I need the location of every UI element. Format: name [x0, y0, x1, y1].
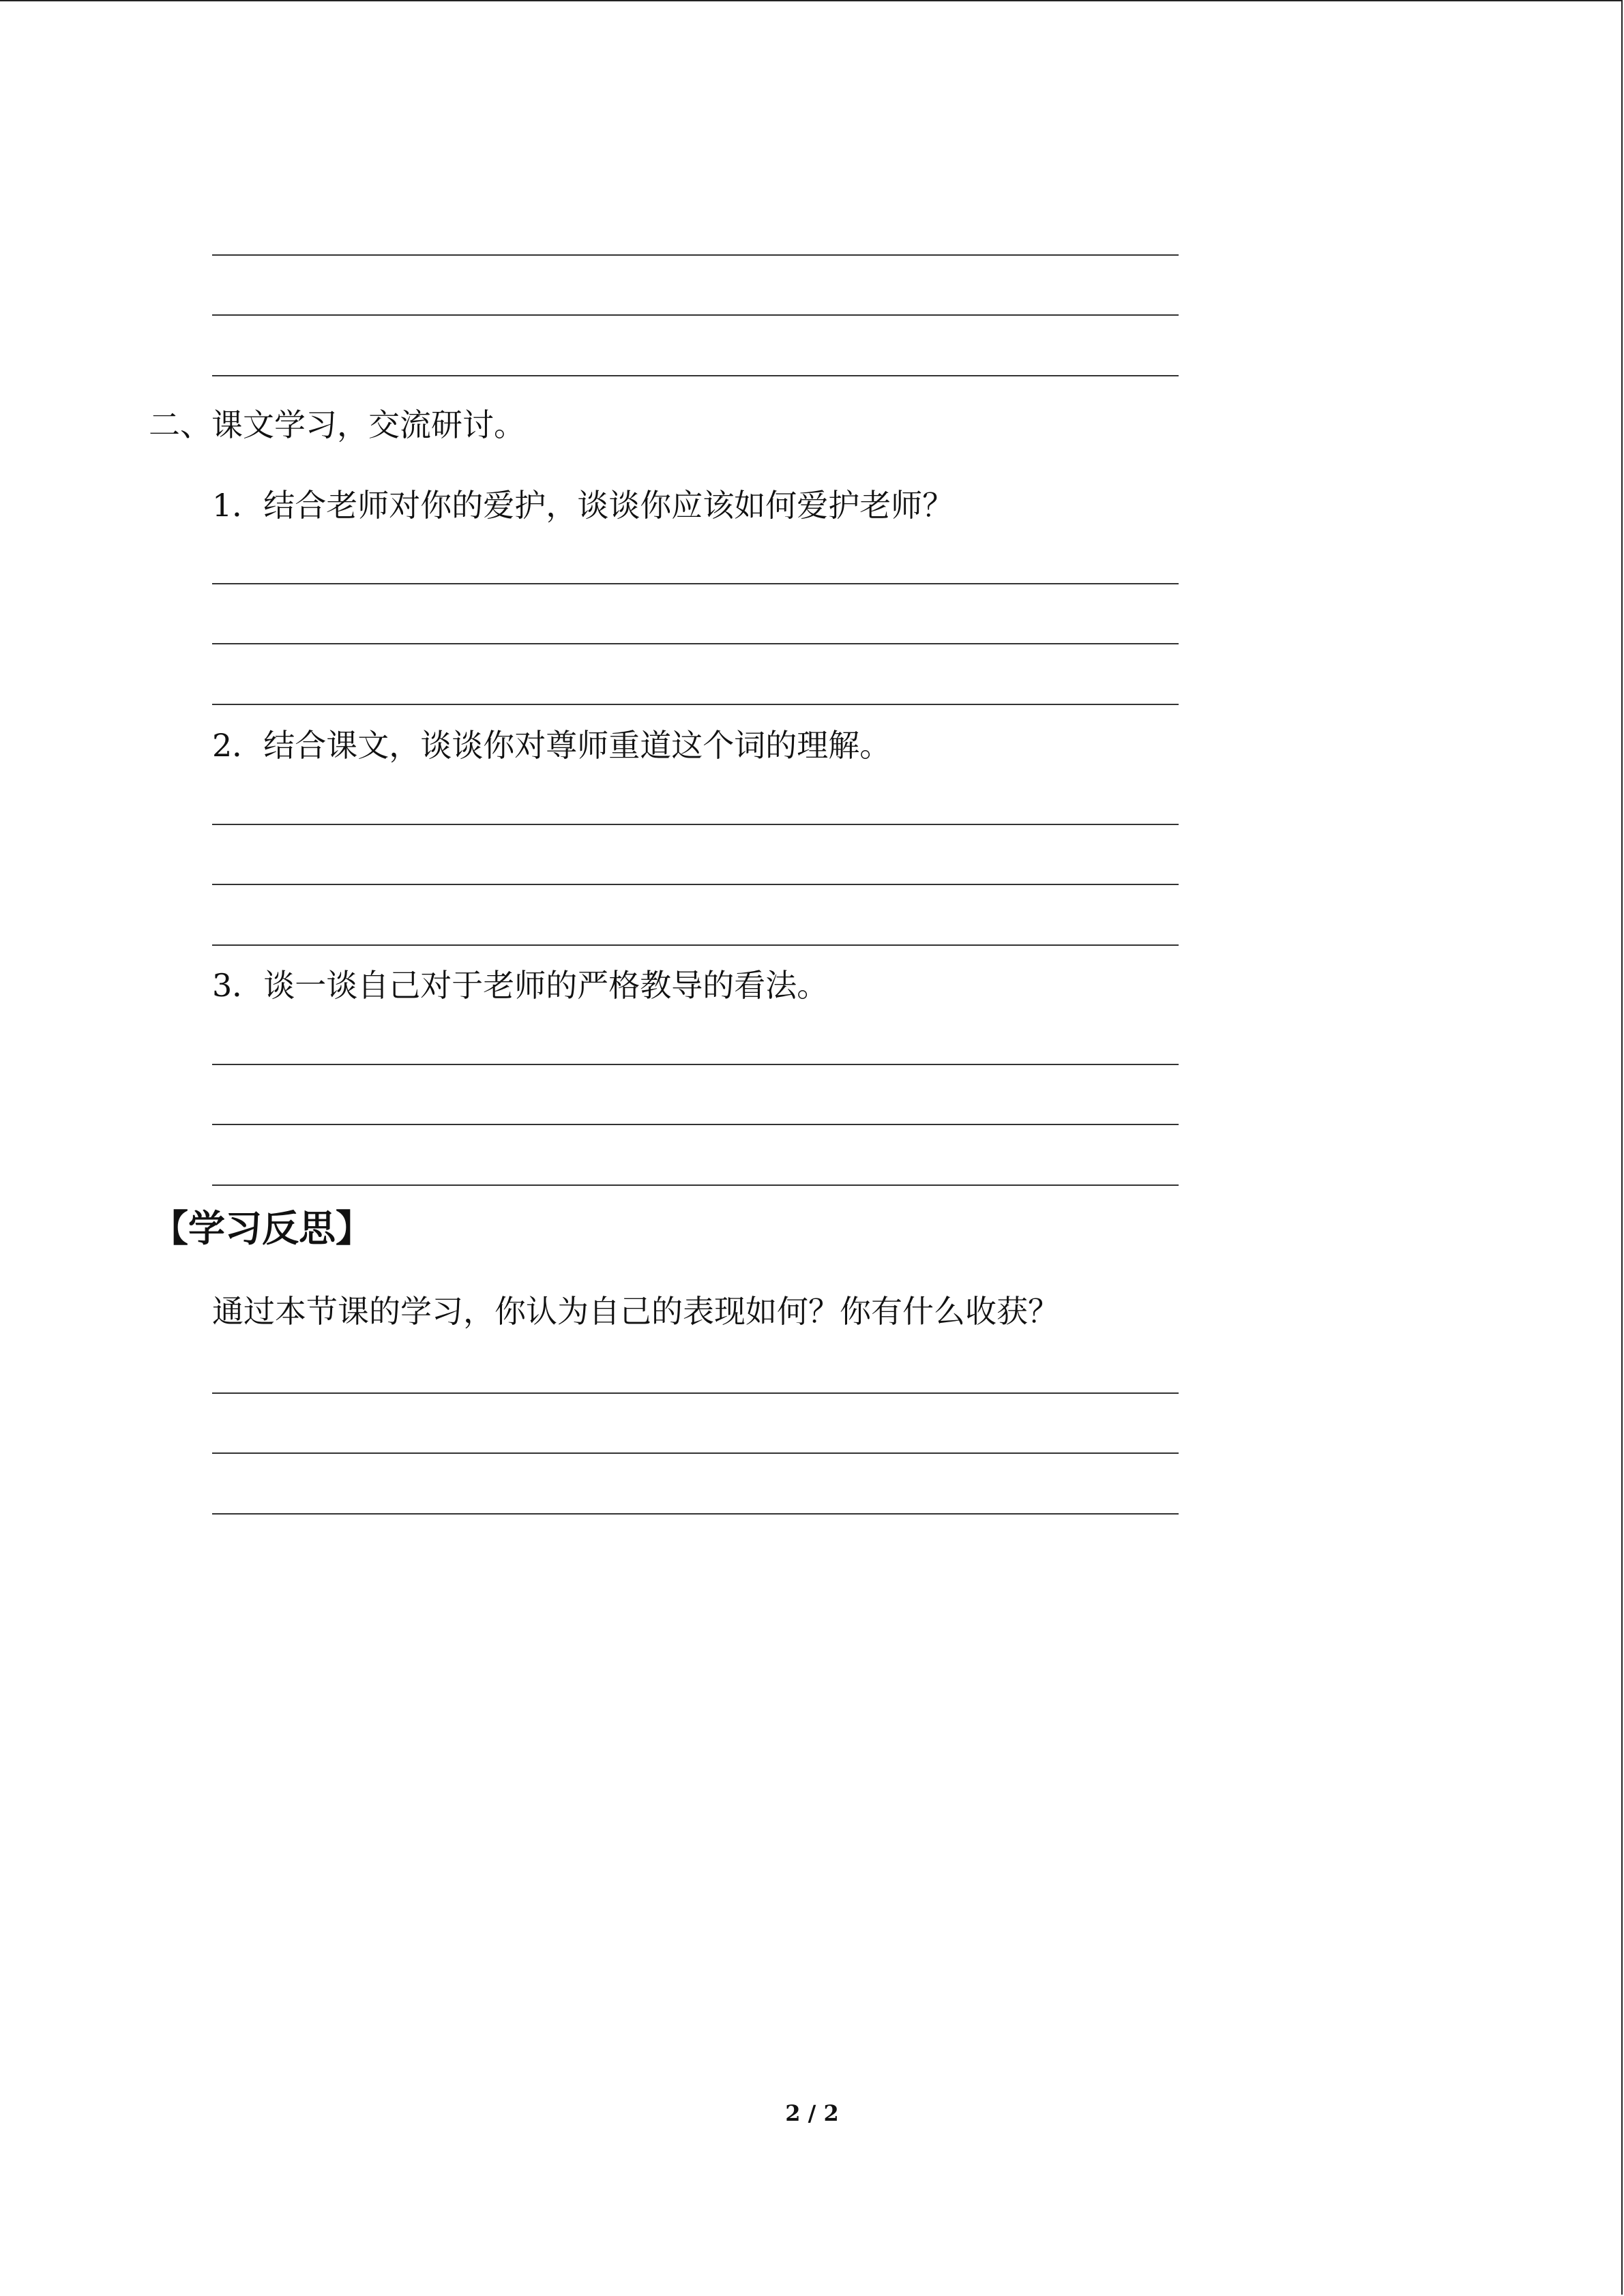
answer-line[interactable]: [212, 643, 1179, 644]
reflection-heading: 【学习反思】: [151, 1207, 372, 1250]
answer-line[interactable]: [212, 254, 1179, 256]
answer-line[interactable]: [212, 1452, 1179, 1454]
question-2: 2．结合课文，谈谈你对尊师重道这个词的理解。: [212, 727, 891, 764]
question-3: 3．谈一谈自己对于老师的严格教导的看法。: [212, 967, 829, 1004]
answer-line[interactable]: [212, 824, 1179, 825]
page-number: 2 / 2: [785, 2100, 839, 2126]
answer-line[interactable]: [212, 884, 1179, 885]
answer-line[interactable]: [212, 1513, 1179, 1515]
question-1: 1．结合老师对你的爱护，谈谈你应该如何爱护老师？: [212, 487, 954, 524]
answer-line[interactable]: [212, 314, 1179, 316]
answer-line[interactable]: [212, 944, 1179, 946]
answer-line[interactable]: [212, 375, 1179, 376]
answer-line[interactable]: [212, 1124, 1179, 1125]
reflection-prompt: 通过本节课的学习，你认为自己的表现如何？你有什么收获？: [212, 1293, 1059, 1330]
answer-line[interactable]: [212, 704, 1179, 705]
answer-line[interactable]: [212, 1064, 1179, 1065]
answer-line[interactable]: [212, 1184, 1179, 1186]
answer-line[interactable]: [212, 583, 1179, 584]
answer-line[interactable]: [212, 1392, 1179, 1394]
section-heading: 二、课文学习，交流研讨。: [149, 406, 525, 443]
